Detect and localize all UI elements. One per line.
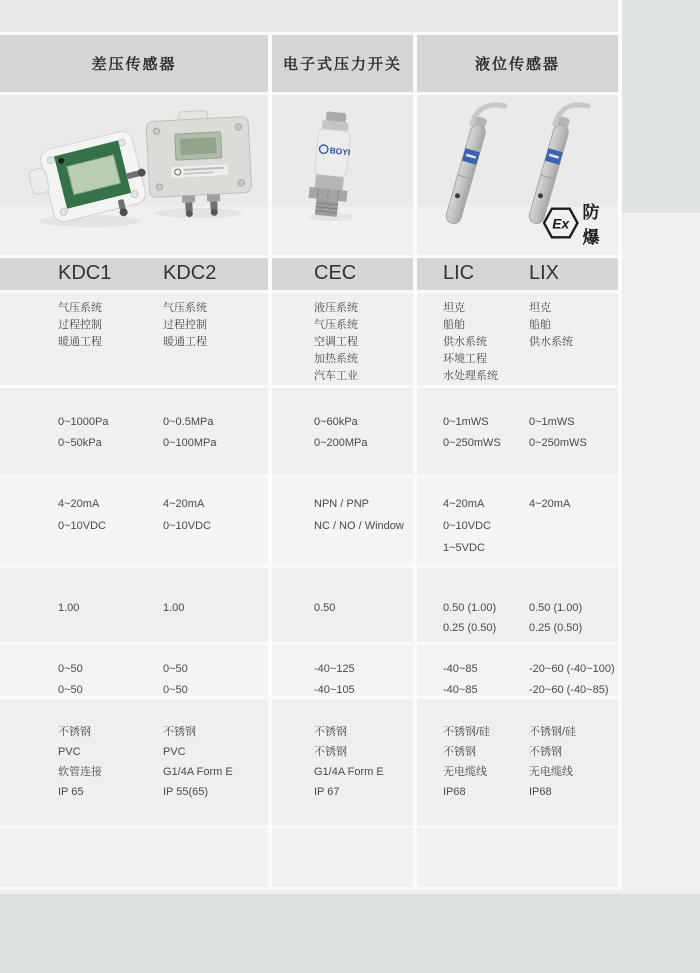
spec-row-materials	[0, 699, 618, 825]
temperature-lix: -20~60 (-40~100) -20~60 (-40~85)	[529, 663, 615, 696]
temperature-lic: -40~85 -40~85	[443, 663, 478, 696]
ex-hexagon-icon	[543, 207, 579, 239]
model-name-row	[0, 258, 618, 290]
output-cec: NPN / PNP NC / NO / Window	[314, 498, 404, 532]
right-margin-strip	[622, 0, 700, 213]
model-kdc2: KDC2	[163, 262, 217, 284]
ex-symbol-text: Ex	[552, 216, 570, 232]
materials-lix: 不锈钢/硅 不锈钢 无电缆线 IP68	[529, 726, 577, 798]
model-lic: LIC	[443, 262, 475, 284]
materials-kdc2: 不锈钢 PVC G1/4A Form E IP 55(65)	[163, 726, 233, 798]
accuracy-lic: 0.50 (1.00) 0.25 (0.50)	[443, 602, 497, 634]
product-photo-kdc1	[24, 125, 150, 229]
spec-row-empty	[0, 828, 618, 887]
category-electronic-pressure-switch: 电子式压力开关	[282, 56, 402, 73]
model-kdc1: KDC1	[58, 262, 112, 284]
explosion-proof-badge	[543, 198, 618, 248]
spec-row-pressure-range	[0, 388, 618, 475]
model-lix: LIX	[529, 262, 560, 284]
applications-kdc2: 气压系统 过程控制 暖通工程	[163, 302, 207, 348]
materials-lic: 不锈钢/硅 不锈钢 无电缆线 IP68	[443, 726, 491, 798]
applications-lic: 坦克 船舶 供水系统 环境工程 水处理系统	[443, 302, 498, 382]
category-differential-pressure-sensor: 差压传感器	[91, 56, 177, 73]
spec-row-temperature	[0, 645, 618, 696]
output-kdc1: 4~20mA 0~10VDC	[58, 498, 107, 532]
range-lic: 0~1mWS 0~250mWS	[443, 416, 501, 449]
column-divider-1	[268, 35, 272, 887]
category-header-row	[0, 35, 618, 92]
range-kdc1: 0~1000Pa 0~50kPa	[58, 416, 109, 449]
model-cec: CEC	[314, 262, 357, 284]
spec-row-applications	[0, 293, 618, 385]
category-level-sensor: 液位传感器	[474, 56, 560, 73]
spec-row-accuracy	[0, 568, 618, 642]
materials-kdc1: 不锈钢 PVC 软管连接 IP 65	[58, 726, 102, 798]
accuracy-lix: 0.50 (1.00) 0.25 (0.50)	[529, 602, 583, 634]
explosion-proof-label: 防爆	[582, 203, 601, 247]
spec-row-output-signal	[0, 478, 618, 565]
temperature-kdc2: 0~50 0~50	[163, 663, 188, 696]
product-photo-kdc2	[142, 109, 256, 221]
accuracy-kdc2: 1.00	[163, 602, 185, 614]
output-lic: 4~20mA 0~10VDC 1~5VDC	[443, 498, 492, 554]
cec-brand-text: BOYI	[329, 145, 351, 158]
range-lix: 0~1mWS 0~250mWS	[529, 416, 587, 449]
range-kdc2: 0~0.5MPa 0~100MPa	[163, 416, 217, 449]
accuracy-cec: 0.50	[314, 602, 336, 614]
temperature-kdc1: 0~50 0~50	[58, 663, 83, 696]
temperature-cec: -40~125 -40~105	[314, 663, 355, 696]
column-divider-3	[618, 0, 622, 887]
output-lix: 4~20mA	[529, 498, 571, 510]
applications-cec: 液压系统 气压系统 空调工程 加热系统 汽车工业	[314, 302, 358, 382]
product-photo-lic	[423, 97, 509, 237]
top-margin-strip	[0, 0, 618, 32]
accuracy-kdc1: 1.00	[58, 602, 80, 614]
column-divider-2	[413, 35, 417, 887]
product-images-row	[0, 95, 618, 255]
materials-cec: 不锈钢 不锈钢 G1/4A Form E IP 67	[314, 726, 384, 798]
output-kdc2: 4~20mA 0~10VDC	[163, 498, 212, 532]
applications-lix: 坦克 船舶 供水系统	[529, 302, 573, 348]
applications-kdc1: 气压系统 过程控制 暖通工程	[58, 302, 102, 348]
range-cec: 0~60kPa 0~200MPa	[314, 416, 368, 449]
product-photo-cec	[299, 110, 363, 222]
footer-strip	[0, 894, 700, 973]
